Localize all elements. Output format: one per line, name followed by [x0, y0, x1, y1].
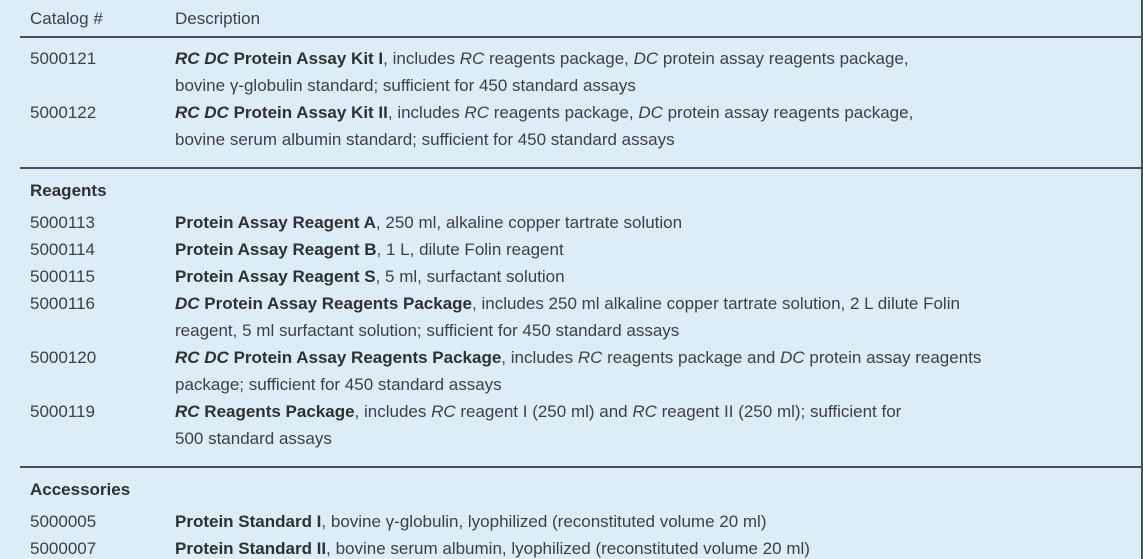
description-line: RC Reagents Package, includes RC reagent I (250 ml) and RC reagent II (250 ml); sufficient for	[175, 402, 902, 421]
description-line: RC DC Protein Assay Kit I, includes RC reagents package, DC protein assay reagents package,	[175, 49, 909, 68]
description-cell	[175, 263, 1141, 290]
description-cell	[175, 344, 1141, 398]
description-line: Protein Standard I, bovine γ-globulin, lyophilized (reconstituted volume 20 ml)	[175, 512, 767, 531]
table-row	[0, 45, 1141, 99]
catalog-number-cell: 5000113	[30, 213, 95, 232]
description-cell	[175, 45, 1141, 99]
description-line: package; sufficient for 450 standard assays	[175, 375, 502, 394]
section-header-reagents: Reagents	[30, 181, 107, 200]
description-cell	[175, 508, 1141, 535]
description-line: RC DC Protein Assay Kit II, includes RC reagents package, DC protein assay reagents package,	[175, 103, 914, 122]
section-divider	[20, 466, 1141, 468]
description-cell	[175, 290, 1141, 344]
description-line: RC DC Protein Assay Reagents Package, includes RC reagents package and DC protein assay reagents	[175, 348, 982, 367]
section-rows	[0, 209, 1141, 459]
table-row	[0, 290, 1141, 344]
column-header-catalog: Catalog #	[30, 9, 103, 28]
table-row	[0, 236, 1141, 263]
section-rows	[0, 38, 1141, 160]
description-line: Protein Assay Reagent S, 5 ml, surfactant solution	[175, 267, 565, 286]
table-row	[0, 209, 1141, 236]
table-row	[0, 344, 1141, 398]
column-header-description: Description	[175, 9, 261, 28]
table-row	[0, 535, 1141, 559]
description-cell	[175, 209, 1141, 236]
catalog-number-cell: 5000122	[30, 103, 97, 122]
description-cell	[175, 99, 1141, 153]
table-row	[0, 508, 1141, 535]
table-header	[0, 0, 1141, 29]
section-header-accessories: Accessories	[30, 480, 131, 499]
section-rows	[0, 508, 1141, 559]
table-body	[0, 38, 1141, 559]
description-cell	[175, 398, 1141, 452]
table-row	[0, 398, 1141, 452]
catalog-number-cell: 5000121	[30, 49, 97, 68]
description-line: 500 standard assays	[175, 429, 332, 448]
table-row	[0, 99, 1141, 153]
section-divider	[20, 167, 1141, 169]
description-line: bovine serum albumin standard; sufficient for 450 standard assays	[175, 130, 675, 149]
description-line: reagent, 5 ml surfactant solution; sufficient for 450 standard assays	[175, 321, 680, 340]
catalog-number-cell: 5000116	[30, 294, 95, 313]
description-line: Protein Assay Reagent B, 1 L, dilute Folin reagent	[175, 240, 564, 259]
description-line: Protein Assay Reagent A, 250 ml, alkaline copper tartrate solution	[175, 213, 683, 232]
description-line: bovine γ-globulin standard; sufficient for 450 standard assays	[175, 76, 636, 95]
catalog-number-cell: 5000119	[30, 402, 95, 421]
description-cell	[175, 236, 1141, 263]
catalog-number-cell: 5000115	[30, 267, 95, 286]
description-cell	[175, 535, 1141, 559]
catalog-number-cell: 5000114	[30, 240, 95, 259]
table-row	[0, 263, 1141, 290]
catalog-number-cell: 5000005	[30, 512, 97, 531]
catalog-number-cell: 5000120	[30, 348, 97, 367]
description-line: Protein Standard II, bovine serum albumin, lyophilized (reconstituted volume 20 ml)	[175, 539, 810, 558]
catalog-number-cell: 5000007	[30, 539, 97, 558]
description-line: DC Protein Assay Reagents Package, includes 250 ml alkaline copper tartrate solution, 2 L dilute Folin	[175, 294, 960, 313]
